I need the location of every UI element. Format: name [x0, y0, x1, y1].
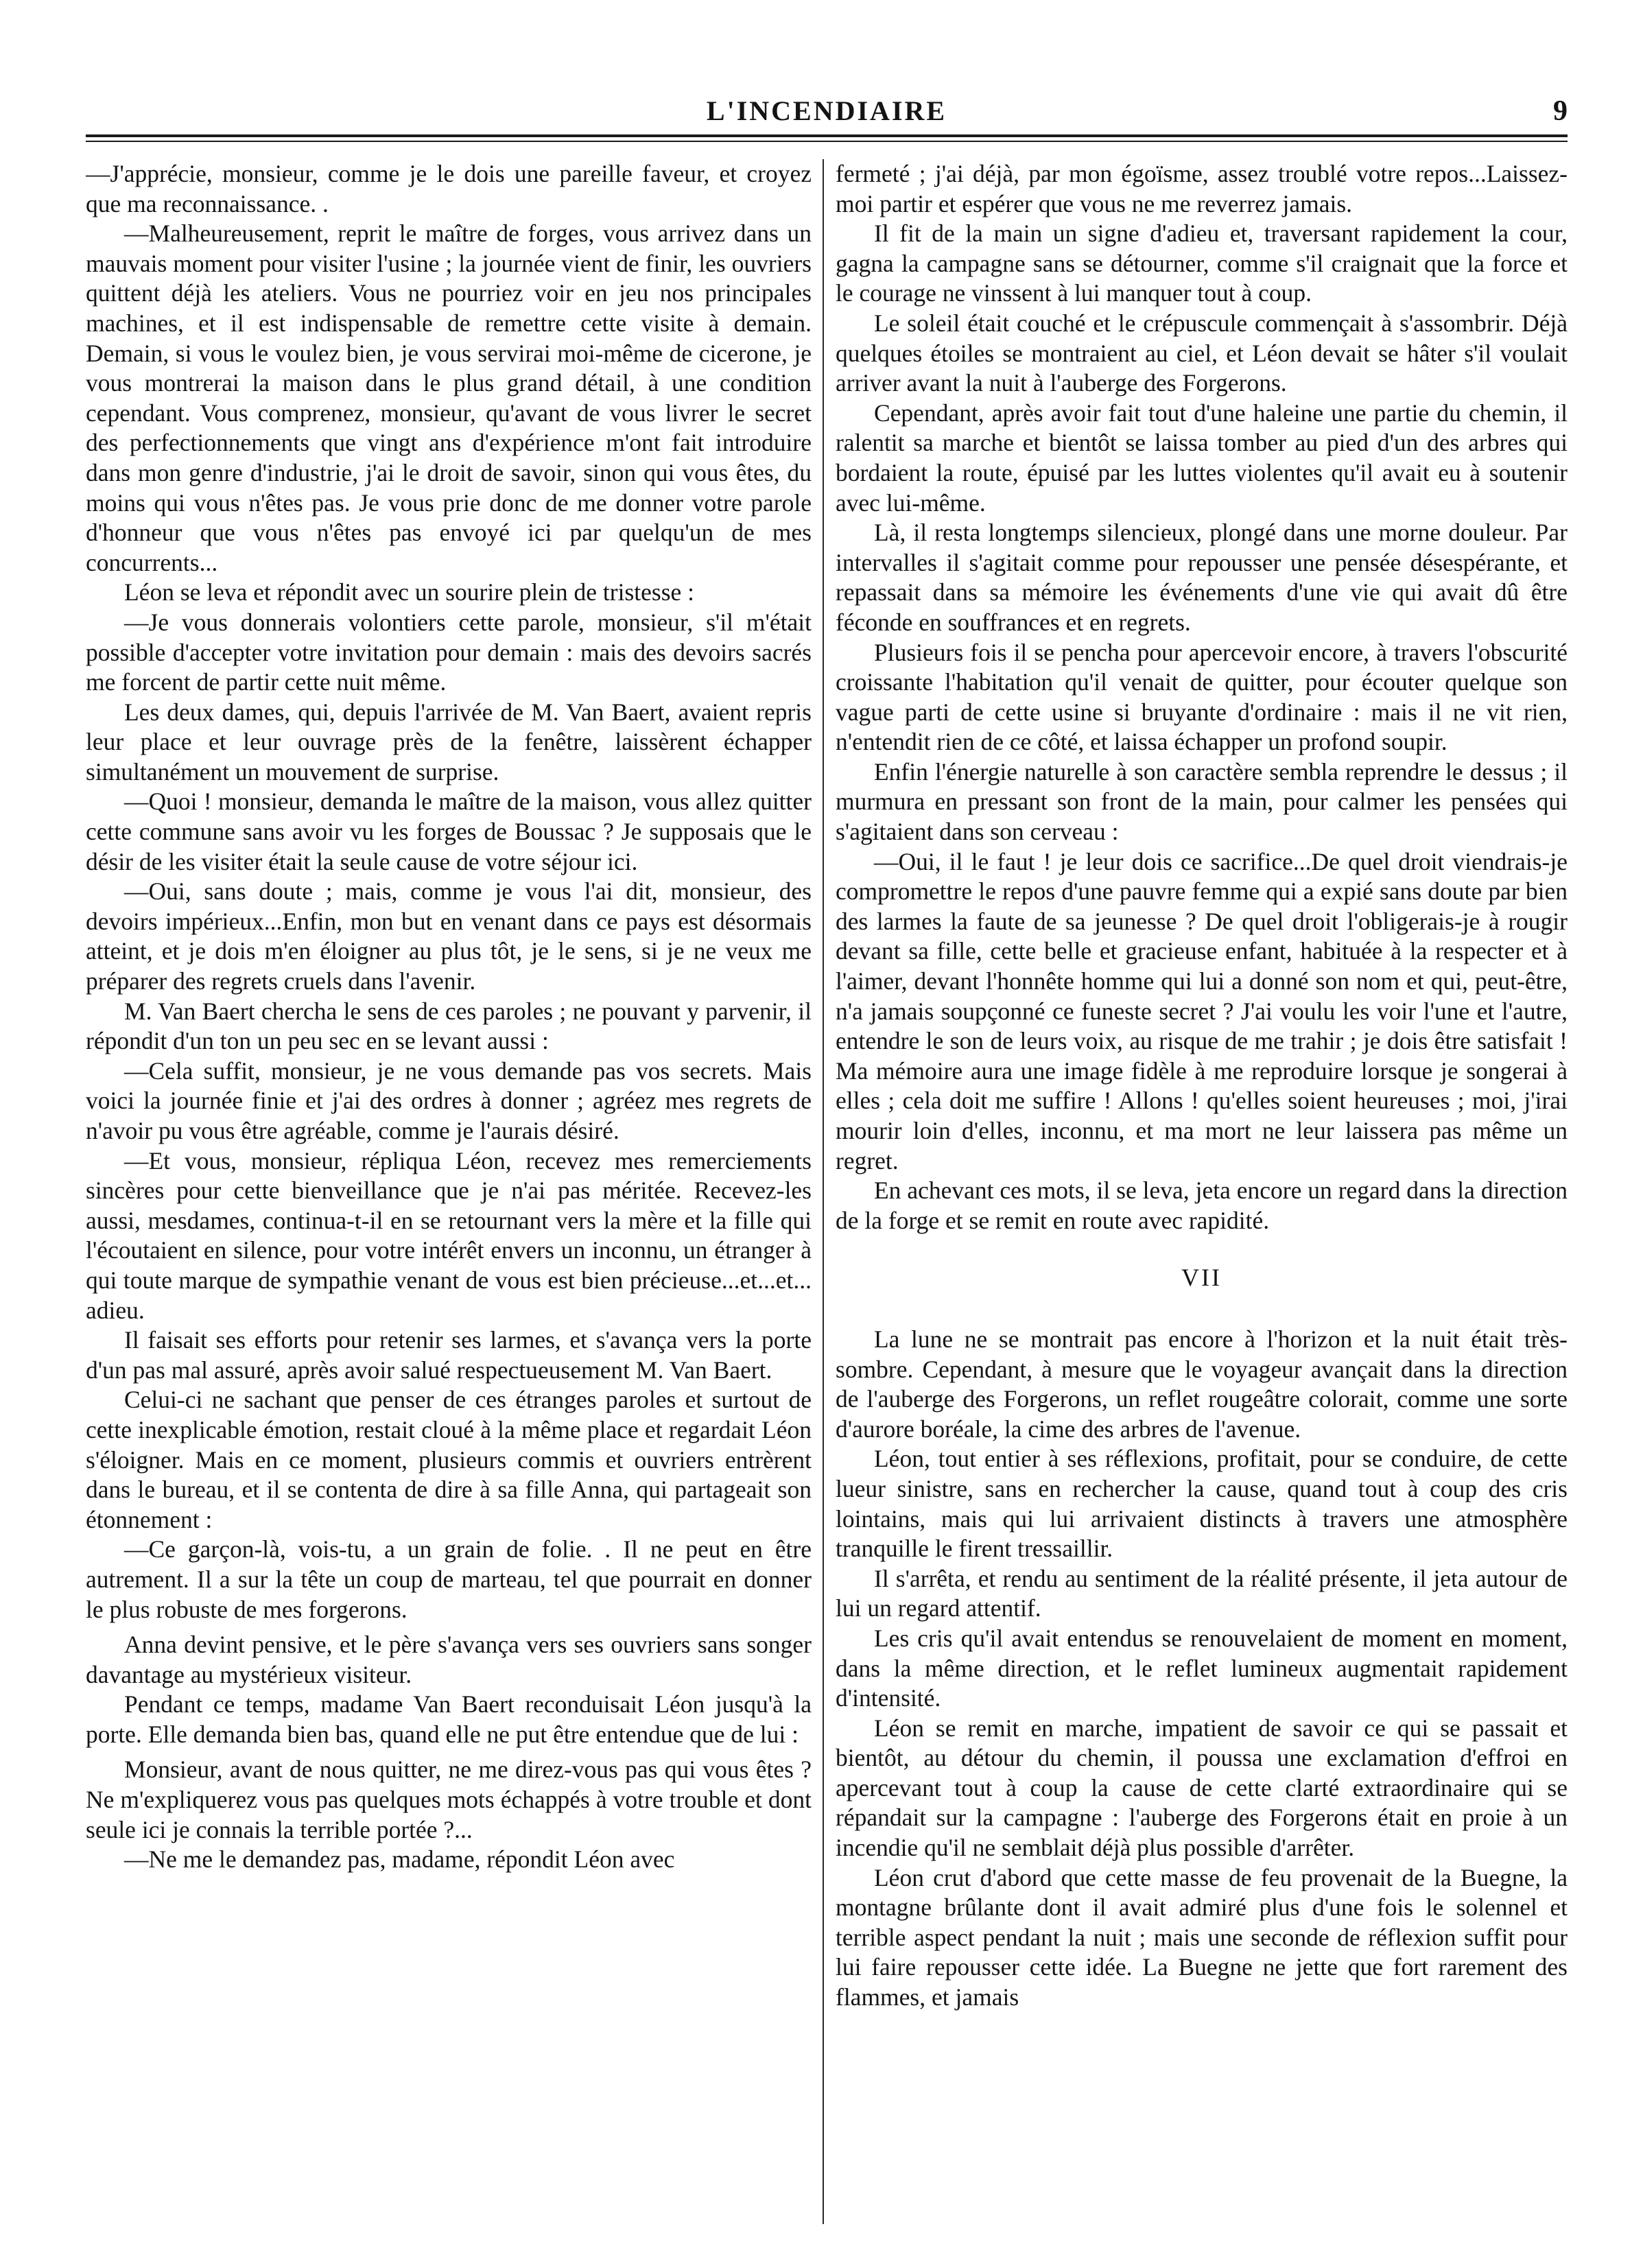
column-divider: [823, 159, 824, 2224]
header-rule-thin: [86, 141, 1568, 142]
paragraph: —Oui, il le faut ! je leur dois ce sacrifice...De quel droit viendrais-je compromettre le repos d'une pauvre femme qui a expié sans doute par bien des larmes la faute de sa jeunesse ? De quel droit l'obligerais-je à rougir devant sa fille, cette belle et gracieuse enfant, habituée à la respecter et à l'aimer, devant l'honnête homme qui lui a donné son nom et qui, peut-être, n'a jamais soupçonné ce funeste secret ? J'ai voulu les voir l'une et l'autre, entendre le son de leurs voix, au risque de me trahir ; je dois être satisfait ! Ma mémoire aura une image fidèle à me reproduire lorsque je songerai à elles ; cela doit me suffire ! Allons ! qu'elles soient heureuses ; moi, j'irai mourir loin d'elles, inconnu, et ma mort ne leur laissera pas même un regret.: [836, 847, 1568, 1174]
running-title: L'INCENDIAIRE: [706, 95, 947, 126]
right-column: [836, 159, 1568, 2217]
paragraph: La lune ne se montrait pas encore à l'horizon et la nuit était très-sombre. Cependant, à mesure que le voyageur avançait dans la direction de l'auberge des Forgerons, un reflet rougeâtre colorait, comme une sorte d'aurore boréale, la cime des arbres de l'avenue.: [836, 1325, 1568, 1443]
paragraph: Il s'arrêta, et rendu au sentiment de la réalité présente, il jeta autour de lui un regard attentif.: [836, 1564, 1568, 1622]
section-heading: VII: [1181, 1264, 1222, 1292]
paragraph: —J'apprécie, monsieur, comme je le dois une pareille faveur, et croyez que ma reconnaissance. .: [86, 160, 812, 217]
paragraph: —Malheureusement, reprit le maître de forges, vous arrivez dans un mauvais moment pour visiter l'usine ; la journée vient de finir, les ouvriers quittent déjà les ateliers. Vous ne pourriez voir en jeu nos principales machines, et il est indispensable de remettre cette visite à demain. Demain, si vous le voulez bien, je vous servirai moi-même de cicerone, je vous montrerai la maison dans le plus grand détail, à une condition cependant. Vous comprenez, monsieur, qu'avant de vous livrer le secret des perfectionnements que vingt ans d'expérience m'ont fait introduire dans mon genre d'industrie, j'ai le droit de savoir, sinon qui vous êtes, du moins qui vous n'êtes pas. Je vous prie donc de me donner votre parole d'honneur que vous n'êtes pas envoyé ici par quelqu'un de mes concurrents...: [86, 220, 812, 576]
paragraph: Léon crut d'abord que cette masse de feu provenait de la Buegne, la montagne brûlante dont il avait admiré plus d'une fois le solennel et terrible aspect pendant la nuit ; mais une seconde de réflexion suffit pour lui faire repousser cette idée. La Buegne ne jette que fort rarement des flammes, et jamais: [836, 1863, 1568, 2011]
paragraph: M. Van Baert chercha le sens de ces paroles ; ne pouvant y parvenir, il répondit d'un ton un peu sec en se levant aussi :: [86, 997, 812, 1055]
paragraph: Les deux dames, qui, depuis l'arrivée de M. Van Baert, avaient repris leur place et leur ouvrage près de la fenêtre, laissèrent échapper simultanément un mouvement de surprise.: [86, 698, 812, 785]
paragraph: Il faisait ses efforts pour retenir ses larmes, et s'avança vers la porte d'un pas mal assuré, après avoir salué respectueusement M. Van Baert.: [86, 1326, 812, 1384]
paragraph: Enfin l'énergie naturelle à son caractère sembla reprendre le dessus ; il murmura en pressant son front de la main, pour calmer les pensées qui s'agitaient dans son cerveau :: [836, 757, 1568, 846]
paragraph: Plusieurs fois il se pencha pour apercevoir encore, à travers l'obscurité croissante l'habitation qu'il venait de quitter, pour écouter quelque son vague parti de cette usine si bruyante d'ordinaire : mais il ne vit rien, n'entendit rien de ce côté, et laissa échapper un profond soupir.: [836, 638, 1568, 756]
paragraph: Léon se remit en marche, impatient de savoir ce qui se passait et bientôt, au détour du chemin, il poussa une exclamation d'effroi en apercevant tout à coup la cause de cette clarté extraordinaire qui se répandait sur la campagne : l'auberge des Forgerons était en proie à un incendie qu'il ne semblait déjà plus possible d'arrêter.: [836, 1714, 1568, 1862]
paragraph: Là, il resta longtemps silencieux, plongé dans une morne douleur. Par intervalles il s'agitait comme pour repousser une pensée désespérante, et repassait dans sa mémoire les événements d'une vie qui avait dû être féconde en souffrances et en regrets.: [836, 519, 1568, 636]
paragraph: Monsieur, avant de nous quitter, ne me direz-vous pas qui vous êtes ? Ne m'expliquerez vous pas quelques mots échappés à votre trouble et dont seule ici je connais la terrible portée ?...: [86, 1756, 812, 1843]
paragraph: Il fit de la main un signe d'adieu et, traversant rapidement la cour, gagna la campagne sans se détourner, comme s'il craignait que la force et le courage ne vinssent à lui manquer tout à coup.: [836, 220, 1568, 307]
paragraph: —Quoi ! monsieur, demanda le maître de la maison, vous allez quitter cette commune sans avoir vu les forges de Boussac ? Je supposais que le désir de les visiter était la seule cause de votre séjour ici.: [86, 788, 812, 875]
paragraph: —Et vous, monsieur, répliqua Léon, recevez mes remerciements sincères pour cette bienveillance que je n'ai pas méritée. Recevez-les aussi, mesdames, continua-t-il en se retournant vers la mère et la fille qui l'écoutaient en silence, pour votre intérêt envers un inconnu, un étranger à qui toute marque de sympathie venant de vous est bien précieuse...et...et... adieu.: [86, 1146, 812, 1324]
paragraph: Les cris qu'il avait entendus se renouvelaient de moment en moment, dans la même direction, et le reflet lumineux augmentait rapidement d'intensité.: [836, 1624, 1568, 1712]
paragraph: Le soleil était couché et le crépuscule commençait à s'assombrir. Déjà quelques étoiles se montraient au ciel, et Léon devait se hâter s'il voulait arriver avant la nuit à l'auberge des Forgerons.: [836, 309, 1568, 397]
paragraph: —Ce garçon-là, vois-tu, a un grain de folie. . Il ne peut en être autrement. Il a sur la tête un coup de marteau, tel que pourrait en donner le plus robuste de mes forgerons.: [86, 1535, 812, 1623]
paragraph: —Oui, sans doute ; mais, comme je vous l'ai dit, monsieur, des devoirs impérieux...Enfin, mon but en venant dans ce pays est désormais atteint, et je dois m'en éloigner au plus tôt, je le sens, si je ne veux me préparer des regrets cruels dans l'avenir.: [86, 877, 812, 995]
paragraph: fermeté ; j'ai déjà, par mon égoïsme, assez troublé votre repos...Laissez-moi partir et espérer que vous ne me reverrez jamais.: [836, 160, 1568, 217]
paragraph: —Ne me le demandez pas, madame, répondit Léon avec: [124, 1845, 675, 1874]
paragraph: Pendant ce temps, madame Van Baert reconduisait Léon jusqu'à la porte. Elle demanda bien bas, quand elle ne put être entendue que de lui :: [86, 1690, 812, 1748]
paragraph: —Cela suffit, monsieur, je ne vous demande pas vos secrets. Mais voici la journée finie et j'ai des ordres à donner ; agréez mes regrets de n'avoir pu vous être agréable, comme je l'aurais désiré.: [86, 1056, 812, 1144]
header-rule-thick: [86, 134, 1568, 137]
paragraph: Cependant, après avoir fait tout d'une haleine une partie du chemin, il ralentit sa marche et bientôt se laissa tomber au pied d'un des arbres qui bordaient la route, épuisé par les luttes violentes qu'il avait eu à soutenir avec lui-même.: [836, 399, 1568, 517]
paragraph: En achevant ces mots, il se leva, jeta encore un regard dans la direction de la forge et se remit en route avec rapidité.: [836, 1177, 1568, 1234]
page-number: 9: [1553, 95, 1568, 127]
running-header: [86, 95, 1568, 136]
paragraph: Léon, tout entier à ses réflexions, profitait, pour se conduire, de cette lueur sinistre, sans en rechercher la cause, quand tout à coup des cris lointains, mais qui lui arrivaient distincts à travers une atmosphère tranquille le firent tressaillir.: [836, 1445, 1568, 1563]
left-column: [86, 159, 812, 2217]
paragraph: Léon se leva et répondit avec un sourire plein de tristesse :: [124, 578, 695, 606]
paragraph: Anna devint pensive, et le père s'avança vers ses ouvriers sans songer davantage au mystérieux visiteur.: [86, 1631, 812, 1688]
paragraph: Celui-ci ne sachant que penser de ces étranges paroles et surtout de cette inexplicable émotion, restait cloué à la même place et regardait Léon s'éloigner. Mais en ce moment, plusieurs commis et ouvriers entrèrent dans le bureau, et il se contenta de dire à sa fille Anna, qui partageait son étonnement :: [86, 1386, 812, 1533]
paragraph: —Je vous donnerais volontiers cette parole, monsieur, s'il m'était possible d'accepter votre invitation pour demain : mais des devoirs sacrés me forcent de partir cette nuit même.: [86, 608, 812, 696]
